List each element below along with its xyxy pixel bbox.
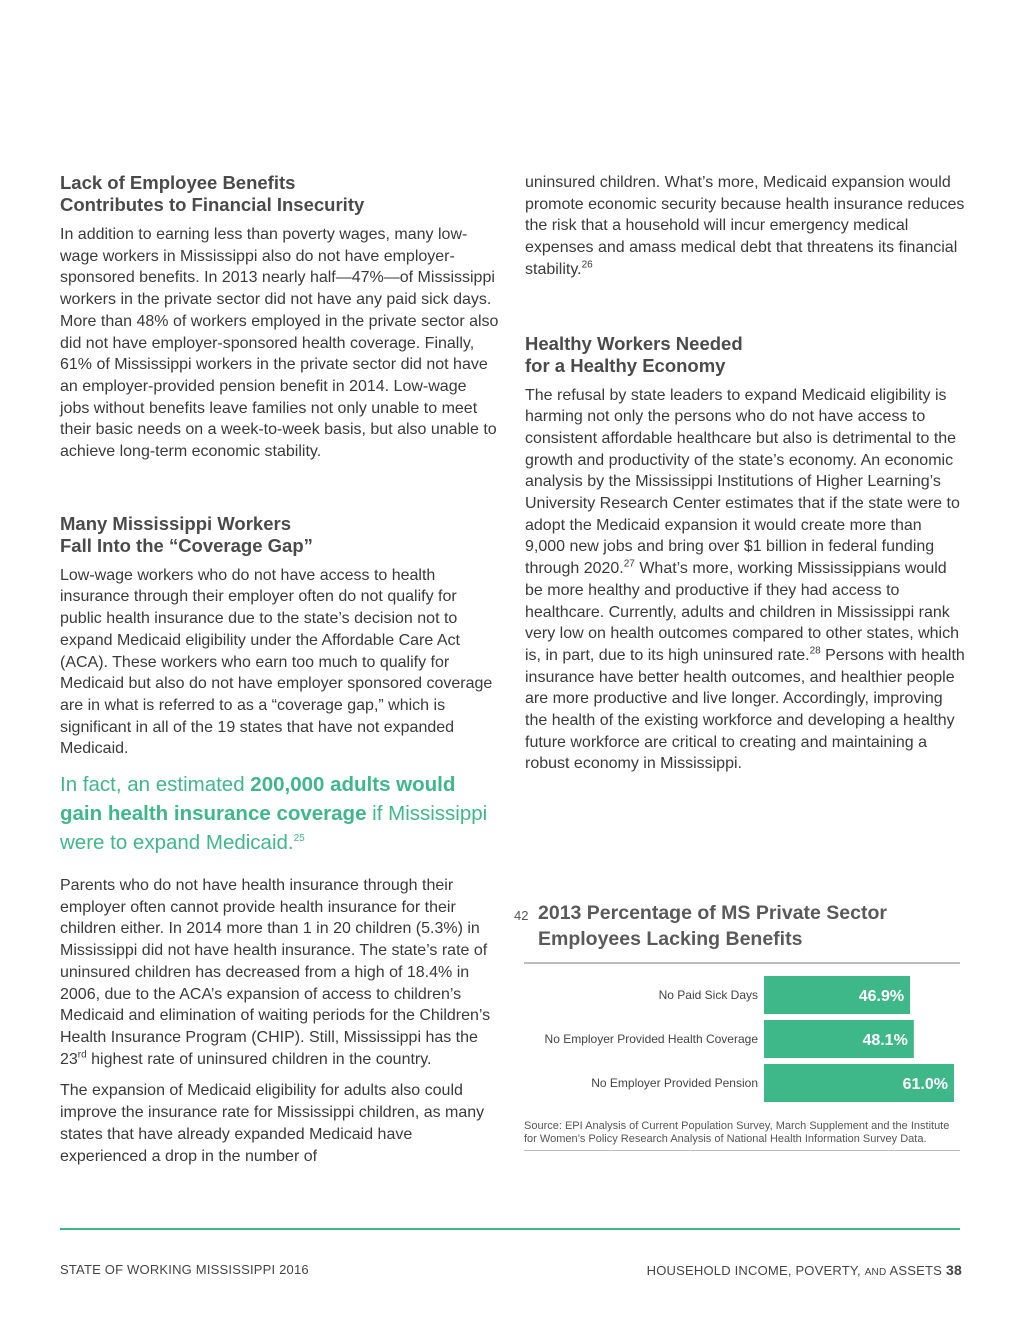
paragraph-coverage-gap: Low-wage workers who do not have access to health insurance through their employer often do not qualify for public health insurance due to the state’s decision not to expand Medicaid eligibility under the Affordable Care Act (ACA). These workers who earn too much to qualify for Medicaid but also do not have employer sponsored coverage are in what is referred to as a “coverage gap,” which is significant in all of the 19 states that have not expanded Medicaid. (60, 566, 493, 758)
section-heading-coverage-gap: Many Mississippi Workers Fall Into the “Coverage Gap” (60, 512, 313, 556)
value-label: 48.1% (862, 1032, 908, 1049)
right-column (525, 172, 965, 785)
paragraph-expansion: The expansion of Medicaid eligibility for adults also could improve the insurance rate for Mississippi children, as many states that have already expanded Medicaid have experienced a drop in the number of (60, 1082, 485, 1165)
category-label: No Employer Provided Pension (591, 1076, 758, 1090)
value-label: 46.9% (858, 988, 905, 1005)
benefits-chart (514, 900, 964, 1151)
left-column (60, 172, 500, 1177)
paragraph-benefits: In addition to earning less than poverty wages, many low-wage workers in Mississippi also do not have employer-sponsored benefits. In 2013 nearly half—47%—of Mississippi workers in the private sector did not have any paid sick days. More than 48% of workers employed in the private sector also did not have employer-sponsored health coverage. Finally, 61% of Mississippi workers in the private sector did not have an employer-provided pension benefit in 2014. Low-wage jobs without benefits leave families not only unable to meet their basic needs on a week-to-week basis, but also unable to achieve long-term economic stability. (60, 226, 499, 461)
paragraph-children: Parents who do not have health insurance through their employer often cannot provide health insurance for their children either. In 2014 more than 1 in 20 children (5.3%) in Mississippi did not have health insurance. The state’s rate of uninsured children has decreased from a high of 18.4% in 2006, due to the ACA’s expansion of access to children’s Medicaid and elimination of waiting periods for the Children’s Health Insurance Program (CHIP). Still, Mississippi has the 23rd highest rate of uninsured children in the country. (60, 877, 491, 1068)
chart-title: 2013 Percentage of MS Private Sector Employees Lacking Benefits (538, 902, 887, 950)
footer-publication-title: STATE OF WORKING MISSISSIPPI 2016 (60, 1262, 309, 1277)
category-label: No Paid Sick Days (658, 988, 758, 1002)
footnote-ref: 25 (293, 833, 305, 845)
page-number: 38 (946, 1262, 962, 1278)
section-heading-healthy-workers: Healthy Workers Needed for a Healthy Economy (525, 332, 743, 376)
chart-source: Source: EPI Analysis of Current Population Survey, March Supplement and the Institute for Women’s Policy Research Analysis of National Health Information Survey Data. (524, 1120, 950, 1145)
footnote-ref: 27 (623, 558, 635, 570)
footnote-ref: 26 (581, 259, 593, 271)
paragraph-healthy-economy: The refusal by state leaders to expand Medicaid eligibility is harming not only the persons who do not have access to consistent affordable healthcare but also is detrimental to the growth and productivity of the state’s economy. An economic analysis by the Mississippi Institutions of Higher Learning’s University Research Center estimates that if the state were to adopt the Medicaid expansion it would create more than 9,000 new jobs and bring over $1 billion in federal funding through 2020.27 What’s more, working Mississippians would be more healthy and productive if they had access to healthcare. Currently, adults and children in Mississippi rank very low on health outcomes compared to other states, which is, in part, due to its high uninsured rate.$^{28}$ Persons with health insurance have better health outcomes, and healthier people are more productive and live longer. Accordingly, improving the health of the existing workforce and developing a healthy future workforce are critical to creating and maintaining a robust economy in Mississippi. (525, 386, 965, 773)
category-label: No Employer Provided Health Coverage (544, 1032, 758, 1046)
footer-section-title: HOUSEHOLD INCOME, POVERTY, AND ASSETS 38 (646, 1262, 962, 1278)
section-heading-benefits: Lack of Employee Benefits Contributes to Financial Insecurity (60, 172, 365, 215)
paragraph-continued: uninsured children. What’s more, Medicaid expansion would promote economic security because health insurance reduces the risk that a household will incur emergency medical expenses and amass medical debt that threatens its financial stability.$^{26}$ (525, 174, 965, 278)
footnote-ref: 28 (809, 645, 821, 657)
pull-quote: In fact, an estimated 200,000 adults would gain health insurance coverage if Mississippi were to expand Medicaid.$^{25}$ (60, 773, 488, 855)
value-label: 61.0% (902, 1076, 948, 1093)
footer-divider (60, 1228, 960, 1230)
chart-plot (524, 964, 960, 1114)
figure-number: 42 (514, 908, 529, 923)
chart-divider-bottom (524, 1150, 960, 1151)
